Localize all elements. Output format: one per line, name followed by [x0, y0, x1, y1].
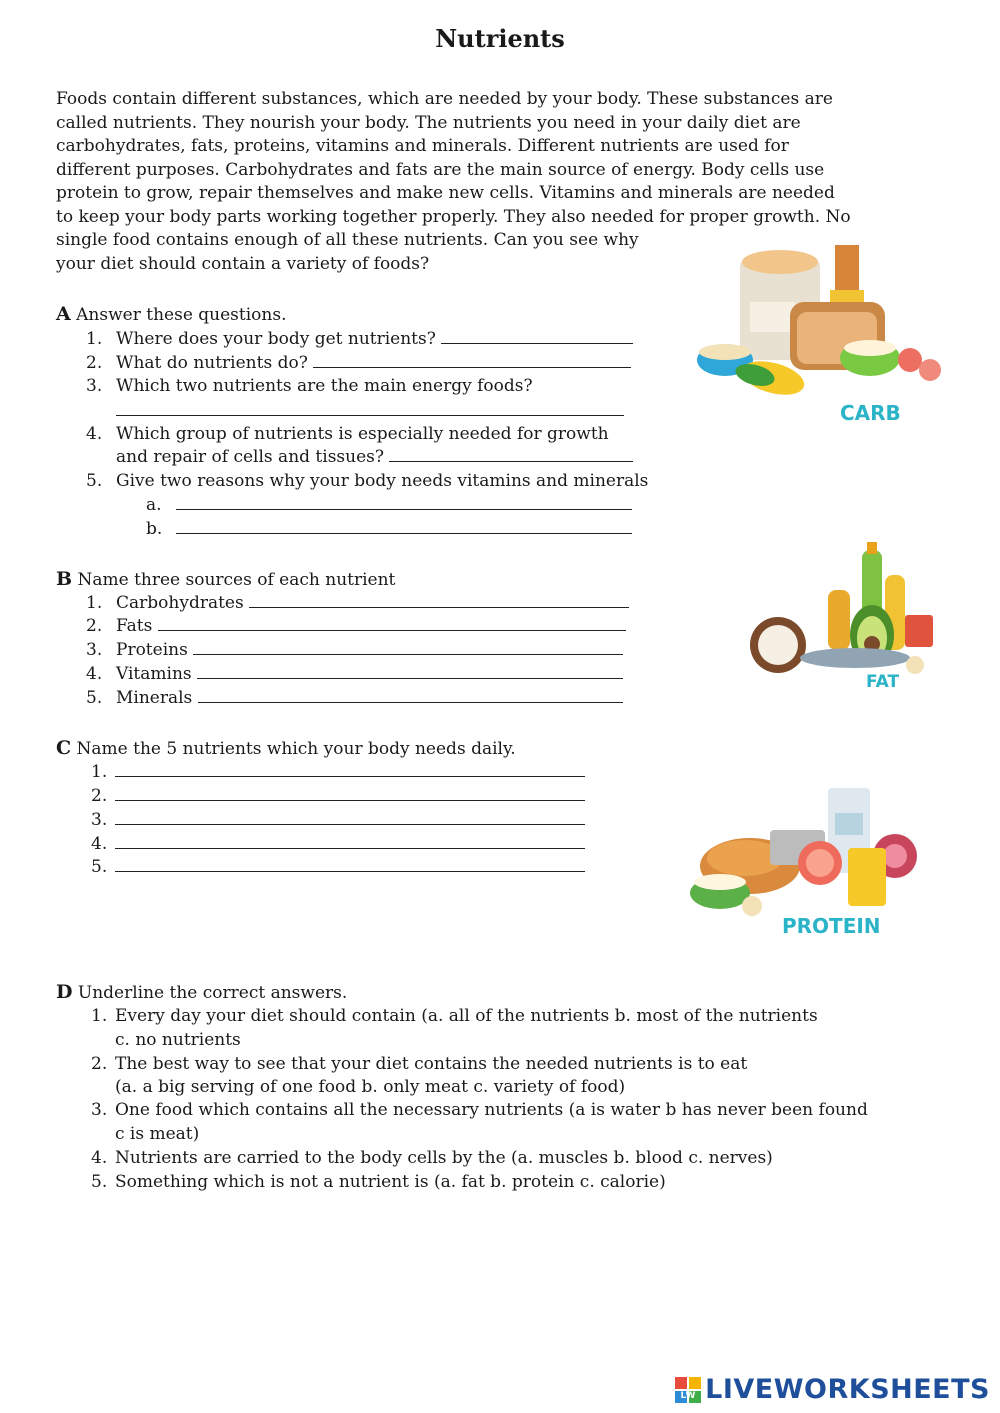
question-number: 1. [86, 329, 103, 349]
answer-blank[interactable] [389, 446, 633, 462]
question-text: Which group of nutrients is especially needed for growth [116, 424, 609, 444]
answer-a5b [146, 518, 632, 540]
item-c3 [91, 809, 585, 831]
fat-label: FAT [866, 672, 900, 690]
section-letter: D [56, 981, 73, 1003]
item-number: 2. [91, 1054, 108, 1074]
item-text: Fats [116, 616, 153, 636]
question-text: Give two reasons why your body needs vitamins and minerals [116, 471, 649, 491]
item-b4 [86, 663, 623, 685]
item-b5 [86, 687, 623, 709]
item-text: Something which is not a nutrient is (a. fat b. protein c. calorie) [115, 1172, 666, 1192]
item-text: Carbohydrates [116, 593, 244, 613]
item-c5 [91, 856, 585, 878]
item-text: Vitamins [116, 664, 192, 684]
section-heading-text: Answer these questions. [76, 305, 287, 325]
answer-blank[interactable] [115, 833, 585, 849]
item-d5 [91, 1171, 666, 1193]
intro-line: carbohydrates, fats, proteins, vitamins and minerals. Different nutrients are used for [56, 136, 789, 156]
item-text: Every day your diet should contain (a. all of the nutrients b. most of the nutrients [115, 1006, 818, 1026]
question-number: 5. [86, 471, 103, 491]
question-a1 [86, 328, 633, 350]
question-number: 2. [86, 353, 103, 373]
item-number: 5. [91, 1172, 108, 1192]
answer-blank[interactable] [176, 518, 632, 534]
answer-blank[interactable] [115, 809, 585, 825]
item-text: One food which contains all the necessary nutrients (a is water b has never been found [115, 1100, 868, 1120]
item-b3 [86, 639, 623, 661]
intro-line: to keep your body parts working together properly. They also needed for proper growth. No [56, 206, 851, 227]
item-d1-cont: c. no nutrients [115, 1030, 241, 1050]
sub-letter: b. [146, 519, 163, 539]
item-text: Minerals [116, 688, 193, 708]
answer-a3-line [116, 400, 624, 422]
section-letter: B [56, 568, 73, 590]
item-c4 [91, 833, 585, 855]
fat-illustration [740, 540, 940, 690]
question-text: What do nutrients do? [116, 353, 308, 373]
item-number: 3. [86, 640, 103, 660]
item-d3-cont: c is meat) [115, 1124, 200, 1144]
question-number: 3. [86, 376, 103, 396]
item-number: 4. [86, 664, 103, 684]
section-heading-text: Underline the correct answers. [77, 983, 348, 1003]
question-a3 [86, 375, 533, 397]
section-heading-text: Name three sources of each nutrient [77, 570, 396, 590]
answer-blank[interactable] [313, 352, 631, 368]
question-a2 [86, 352, 631, 374]
answer-blank[interactable] [115, 785, 585, 801]
section-d-heading [56, 980, 347, 1005]
intro-line: Foods contain different substances, which are needed by your body. These substances are [56, 89, 833, 109]
item-number: 4. [91, 1148, 108, 1168]
item-c2 [91, 785, 585, 807]
item-text: The best way to see that your diet contains the needed nutrients is to eat [115, 1054, 748, 1074]
question-text: and repair of cells and tissues? [116, 447, 384, 467]
section-b-heading [56, 567, 395, 592]
item-c1 [91, 761, 585, 783]
intro-line: called nutrients. They nourish your body. The nutrients you need in your daily diet are [56, 112, 801, 133]
item-number: 5. [91, 857, 108, 877]
carb-label: CARB [840, 401, 901, 425]
answer-blank[interactable] [115, 856, 585, 872]
question-a5 [86, 470, 648, 492]
question-a4 [86, 423, 609, 445]
liveworksheets-logo-text: LIVEWORKSHEETS [705, 1374, 990, 1405]
item-number: 3. [91, 810, 108, 830]
section-heading-text: Name the 5 nutrients which your body needs daily. [76, 739, 516, 759]
question-a4-cont [116, 446, 633, 468]
section-letter: A [56, 303, 71, 325]
question-text: Where does your body get nutrients? [116, 329, 436, 349]
intro-line: protein to grow, repair themselves and make new cells. Vitamins and minerals are needed [56, 183, 835, 203]
section-letter: C [56, 737, 72, 759]
item-number: 2. [91, 786, 108, 806]
item-number: 3. [91, 1100, 108, 1120]
item-text: Nutrients are carried to the body cells by the (a. muscles b. blood c. nerves) [115, 1148, 773, 1168]
answer-blank[interactable] [198, 687, 623, 703]
item-d2 [91, 1053, 747, 1075]
answer-blank[interactable] [193, 639, 623, 655]
item-number: 5. [86, 688, 103, 708]
item-number: 1. [86, 593, 103, 613]
carb-illustration [695, 240, 995, 430]
answer-blank[interactable] [158, 615, 626, 631]
item-d3 [91, 1099, 868, 1121]
protein-illustration [690, 778, 920, 943]
sub-letter: a. [146, 495, 162, 515]
question-text: Which two nutrients are the main energy foods? [116, 376, 533, 396]
item-d4 [91, 1147, 773, 1169]
answer-blank[interactable] [116, 400, 624, 416]
answer-blank[interactable] [115, 761, 585, 777]
protein-label: PROTEIN [782, 914, 881, 938]
question-number: 4. [86, 424, 103, 444]
intro-line: single food contains enough of all these nutrients. Can you see why [56, 230, 639, 250]
item-d2-cont: (a. a big serving of one food b. only meat c. variety of food) [115, 1077, 626, 1097]
item-number: 1. [91, 1006, 108, 1026]
item-text: Proteins [116, 640, 188, 660]
section-c-heading [56, 736, 516, 761]
answer-blank[interactable] [176, 494, 632, 510]
item-d1 [91, 1005, 818, 1027]
answer-blank[interactable] [197, 663, 623, 679]
item-b1 [86, 592, 629, 614]
intro-line: your diet should contain a variety of foods? [56, 253, 430, 274]
liveworksheets-logo-icon [675, 1377, 701, 1403]
liveworksheets-logo [675, 1374, 990, 1405]
answer-blank[interactable] [441, 328, 633, 344]
answer-a5a [146, 494, 632, 516]
logo-mark-text: LW [680, 1390, 696, 1401]
answer-blank[interactable] [249, 592, 629, 608]
page-title: Nutrients [435, 24, 565, 53]
item-number: 1. [91, 762, 108, 782]
item-b2 [86, 615, 626, 637]
intro-line: different purposes. Carbohydrates and fats are the main source of energy. Body cells use [56, 159, 825, 180]
item-number: 2. [86, 616, 103, 636]
item-number: 4. [91, 834, 108, 854]
section-a-heading [56, 302, 286, 327]
